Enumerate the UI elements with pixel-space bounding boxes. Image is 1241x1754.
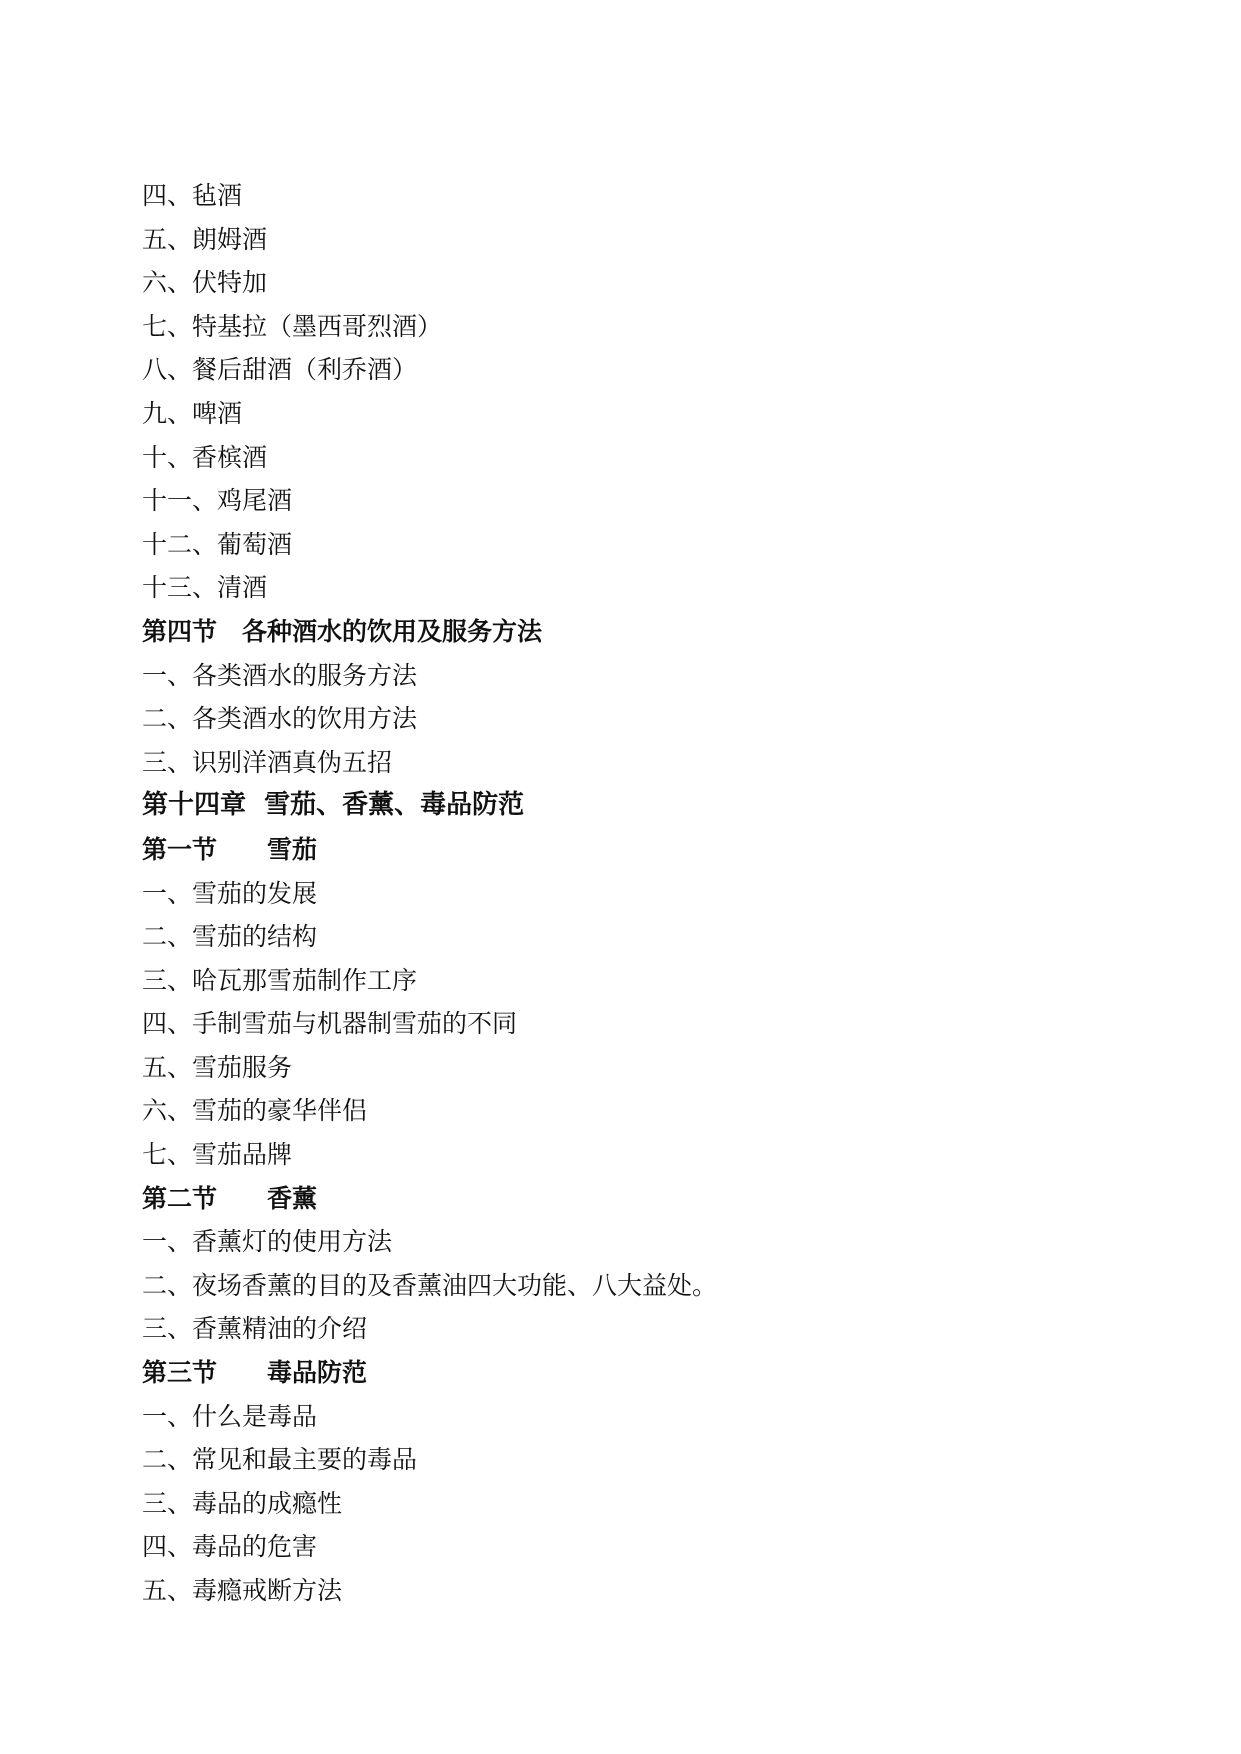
- toc-item-aroma-lamp: 一、香薰灯的使用方法: [142, 1227, 393, 1257]
- toc-item-beer: 九、啤酒: [142, 398, 243, 428]
- toc-item-rum: 五、朗姆酒: [142, 224, 268, 254]
- toc-item-cigar-brands: 七、雪茄品牌: [142, 1140, 293, 1170]
- toc-item-cigar-service: 五、雪茄服务: [142, 1052, 293, 1082]
- toc-item-gin: 四、毡酒: [142, 181, 243, 210]
- toc-item-service-methods: 一、各类酒水的服务方法: [142, 660, 418, 690]
- toc-item-authenticity-tips: 三、识别洋酒真伪五招: [142, 747, 393, 777]
- toc-item-essential-oils: 三、香薰精油的介绍: [142, 1314, 368, 1344]
- toc-item-havana-process: 三、哈瓦那雪茄制作工序: [142, 965, 418, 995]
- toc-item-sake: 十三、清酒: [142, 573, 268, 603]
- section-heading-drug-prevention: 第三节 毒品防范: [142, 1358, 368, 1388]
- section-heading-cigar: 第一节 雪茄: [142, 834, 318, 864]
- toc-item-cocktail: 十一、鸡尾酒: [142, 486, 293, 516]
- toc-item-wine: 十二、葡萄酒: [142, 529, 293, 559]
- toc-item-cigar-accessories: 六、雪茄的豪华伴侣: [142, 1096, 368, 1126]
- toc-item-handmade-vs-machine: 四、手制雪茄与机器制雪茄的不同: [142, 1009, 518, 1039]
- toc-item-aroma-purpose: 二、夜场香薰的目的及香薰油四大功能、八大益处。: [142, 1270, 718, 1300]
- section-heading-aroma: 第二节 香薰: [142, 1183, 318, 1213]
- toc-item-withdrawal: 五、毒瘾戒断方法: [142, 1576, 343, 1605]
- toc-item-vodka: 六、伏特加: [142, 268, 268, 298]
- toc-item-what-is-drug: 一、什么是毒品: [142, 1401, 318, 1431]
- toc-item-drinking-methods: 二、各类酒水的饮用方法: [142, 704, 418, 734]
- toc-item-cigar-history: 一、雪茄的发展: [142, 878, 318, 908]
- toc-item-common-drugs: 二、常见和最主要的毒品: [142, 1445, 418, 1475]
- toc-item-liqueur: 八、餐后甜酒（利乔酒）: [142, 355, 418, 385]
- toc-page: [142, 174, 1142, 1613]
- toc-item-drug-harm: 四、毒品的危害: [142, 1532, 318, 1562]
- toc-item-champagne: 十、香槟酒: [142, 442, 268, 472]
- toc-item-tequila: 七、特基拉（墨西哥烈酒）: [142, 311, 443, 341]
- toc-item-cigar-structure: 二、雪茄的结构: [142, 922, 318, 952]
- section-heading-drink-service: 第四节 各种酒水的饮用及服务方法: [142, 616, 543, 646]
- chapter-heading-14: 第十四章 雪茄、香薰、毒品防范: [142, 790, 525, 821]
- toc-item-addiction: 三、毒品的成瘾性: [142, 1488, 343, 1518]
